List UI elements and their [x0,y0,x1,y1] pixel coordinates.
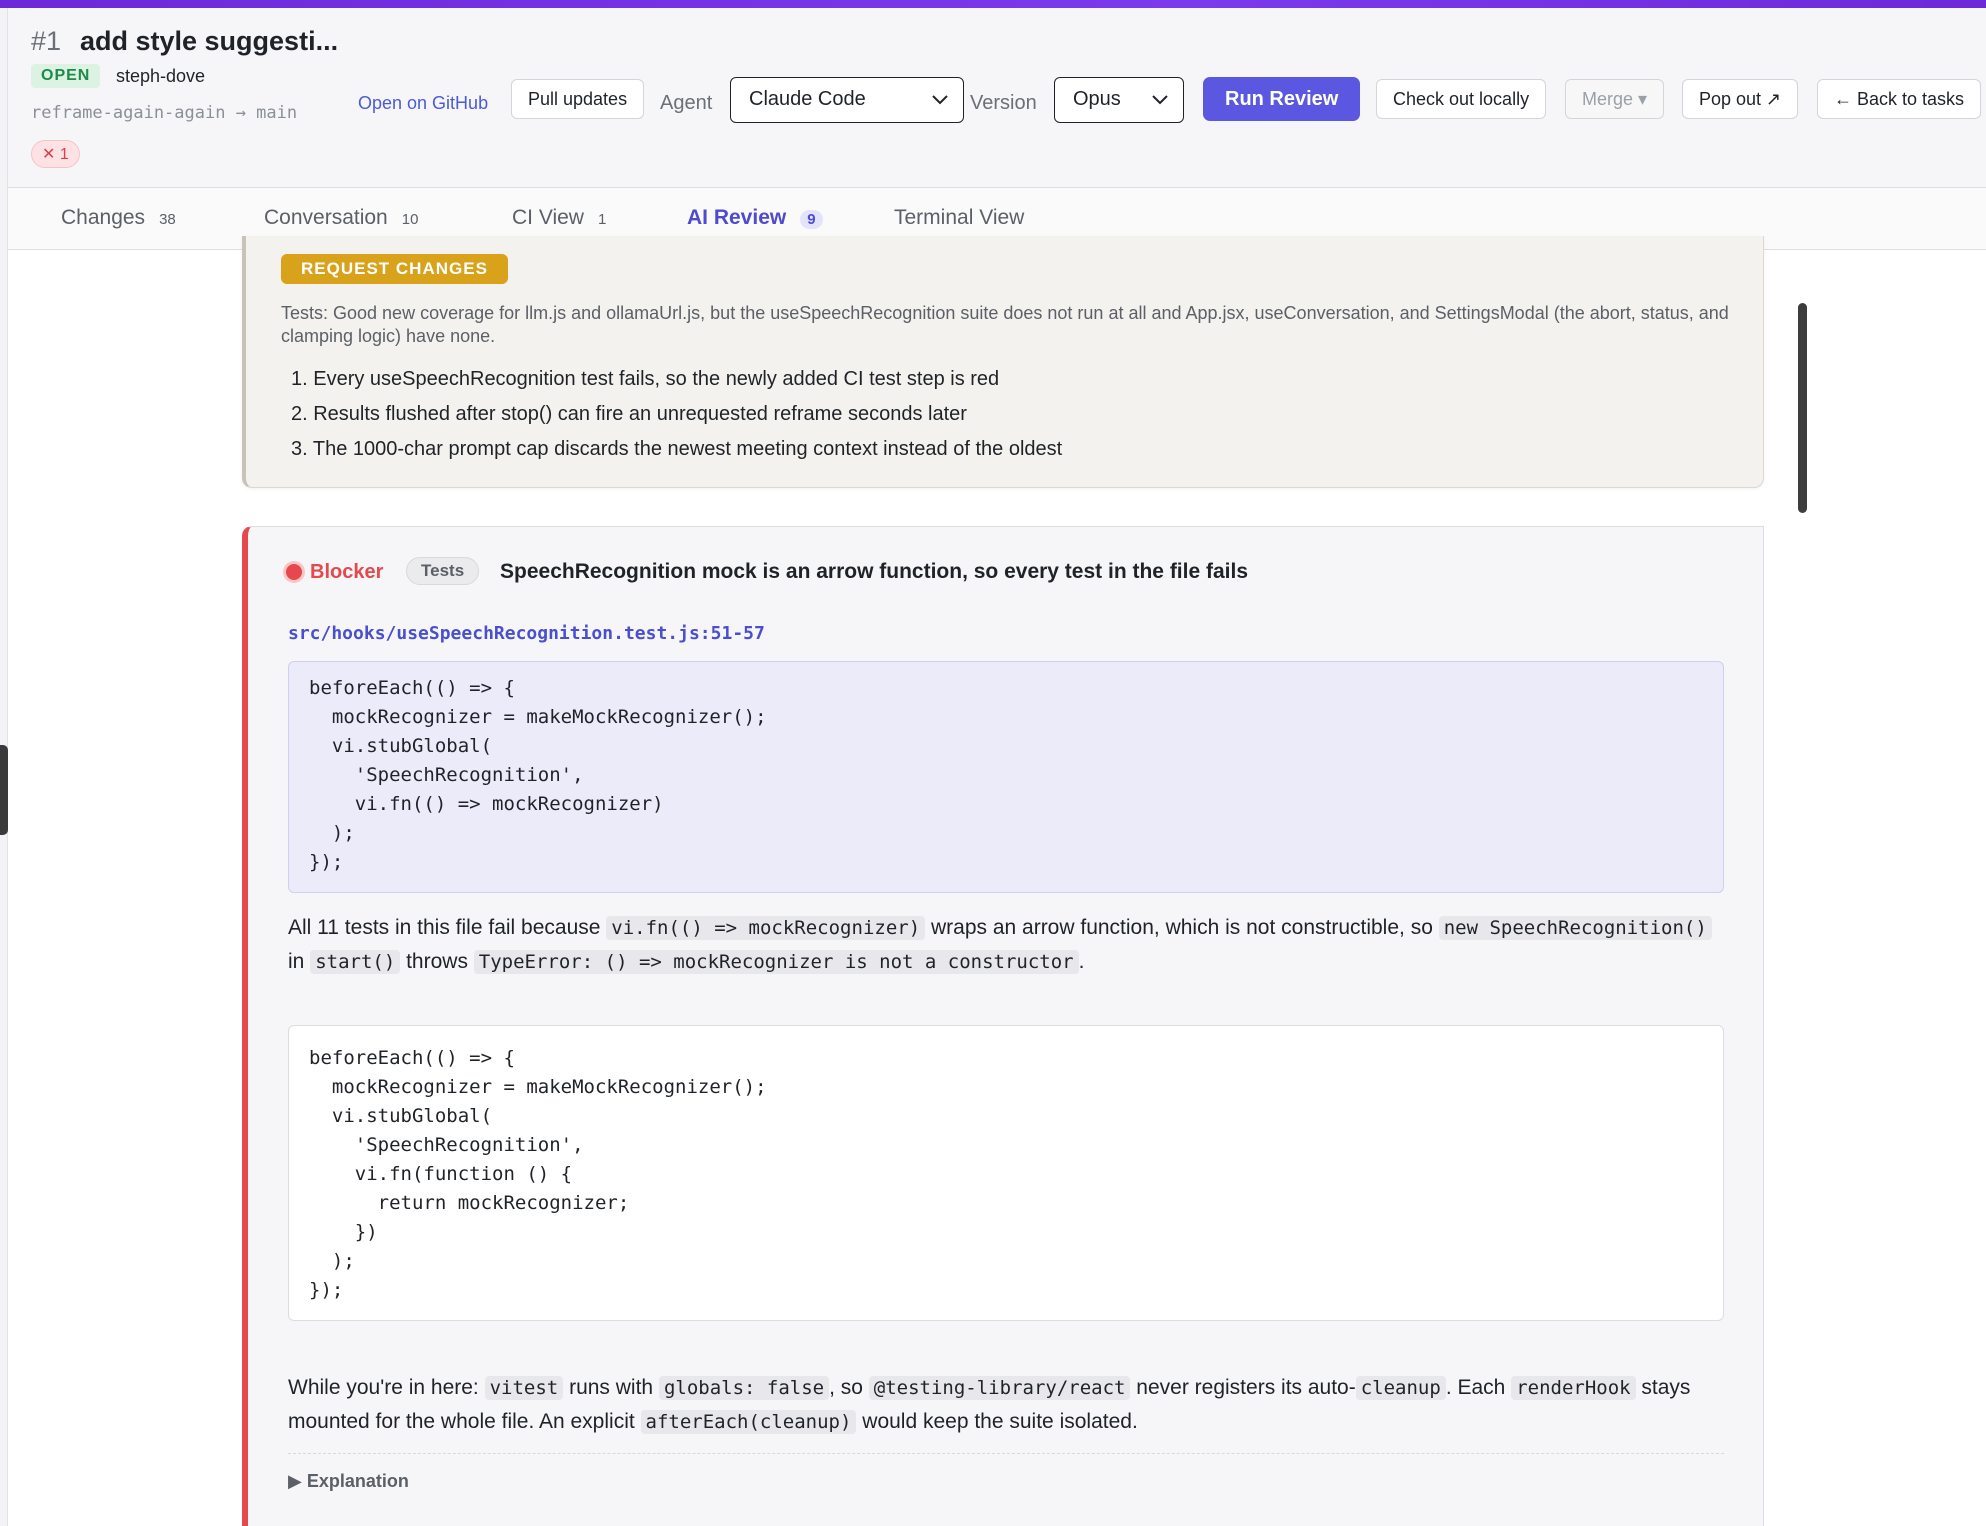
tab-label: Terminal View [894,206,1025,229]
tab-count: 1 [597,211,607,228]
branch-info: reframe-again-again → main [31,103,298,123]
version-select-value: Opus [1073,88,1121,110]
check-out-locally-button[interactable]: Check out locally [1376,79,1546,119]
code-snippet-suggested: beforeEach(() => { mockRecognizer = makeMockRecognizer(); vi.stubGlobal( 'SpeechRecognition', vi.fn(function () { return mockRecognizer; }) ); }); [288,1025,1724,1321]
note-text: never registers its auto- [1130,1376,1356,1399]
version-select[interactable] [1054,77,1184,123]
note-text: . Each [1445,1376,1512,1399]
severity-badge [286,561,383,584]
ci-error-badge[interactable]: ✕ 1 [31,140,80,168]
agent-select-value: Claude Code [749,88,866,110]
panel-resize-handle[interactable] [0,745,8,835]
version-label: Version [970,92,1037,114]
note-text: While you're in here: [288,1376,485,1399]
tab-label: AI Review [687,206,787,229]
desc-text: in [288,950,311,973]
inline-code: vi.fn(() => mockRecognizer) [606,916,925,940]
tab-label: Conversation [264,206,388,229]
inline-code: TypeError: () => mockRecognizer is not a constructor [474,950,1079,974]
top-accent-bar [0,0,1986,8]
chevron-down-icon [1149,88,1171,110]
tab-changes[interactable] [39,188,198,250]
inline-code: renderHook [1511,1376,1635,1400]
note-text: , so [829,1376,869,1399]
agent-label: Agent [660,92,713,114]
status-badge: OPEN [31,64,100,88]
agent-select[interactable] [730,77,964,123]
pull-updates-button[interactable]: Pull updates [511,79,644,119]
tab-count: 38 [159,211,176,228]
desc-text: throws [400,950,474,973]
inline-code: vitest [485,1376,564,1400]
list-item: 3. The 1000-char prompt cap discards the newest meeting context instead of the oldest [291,438,1063,460]
open-on-github-link[interactable]: Open on GitHub [358,93,489,113]
run-review-button[interactable]: Run Review [1203,77,1360,121]
finding-title: SpeechRecognition mock is an arrow function, so every test in the file fails [500,560,1249,583]
pr-header [8,8,1986,188]
pr-number: #1 [31,26,62,56]
inline-code: start() [310,950,400,974]
review-summary-card [242,236,1764,488]
scrollbar-thumb[interactable] [1798,303,1807,513]
pr-title: add style suggesti... [80,26,339,56]
pop-out-button[interactable]: Pop out ↗ [1682,79,1798,119]
inline-code: globals: false [659,1376,829,1400]
blocker-dot-icon [286,564,302,580]
list-item: 1. Every useSpeechRecognition test fails, so the newly added CI test step is red [291,368,1000,390]
summary-list [291,362,1062,467]
explanation-toggle[interactable]: ▶ Explanation [288,1471,409,1491]
verdict-badge: REQUEST CHANGES [281,254,508,284]
tab-label: CI View [512,206,584,229]
divider [288,1453,1724,1454]
tab-label: Changes [61,206,146,229]
inline-code: cleanup [1356,1376,1446,1400]
note-text: would keep the suite isolated. [856,1410,1138,1433]
tab-count: 10 [401,211,419,228]
file-path-link[interactable]: src/hooks/useSpeechRecognition.test.js:51-57 [288,623,765,644]
chevron-down-icon [929,88,951,110]
inline-code: @testing-library/react [869,1376,1131,1400]
tests-note: Tests: Good new coverage for llm.js and ollamaUrl.js, but the useSpeechRecognition suite does not run at all and App.jsx, useConversation, and SettingsModal (the abort, status, and clamping logic) have none. [281,303,1729,346]
category-badge: Tests [406,557,479,585]
desc-text: All 11 tests in this file fail because [288,916,607,939]
author-name: steph-dove [116,66,206,86]
code-snippet-before: beforeEach(() => { mockRecognizer = makeMockRecognizer(); vi.stubGlobal( 'SpeechRecognition', vi.fn(() => mockRecognizer) ); }); [288,661,1724,893]
finding-card [242,526,1764,1526]
inline-code: new SpeechRecognition() [1439,916,1712,940]
tab-count: 9 [800,210,822,229]
inline-code: afterEach(cleanup) [641,1410,857,1434]
finding-note [288,1371,1724,1439]
merge-button[interactable]: Merge ▾ [1565,79,1664,119]
severity-label: Blocker [310,561,384,583]
list-item: 2. Results flushed after stop() can fire an unrequested reframe seconds later [291,403,967,425]
desc-text: . [1078,950,1085,973]
desc-text: wraps an arrow function, which is not constructible, so [925,916,1439,939]
note-text: stays mounted for the whole file. An explicit [288,1376,1691,1433]
finding-description [288,911,1724,979]
back-to-tasks-button[interactable]: ← Back to tasks [1817,79,1981,119]
note-text: runs with [563,1376,659,1399]
